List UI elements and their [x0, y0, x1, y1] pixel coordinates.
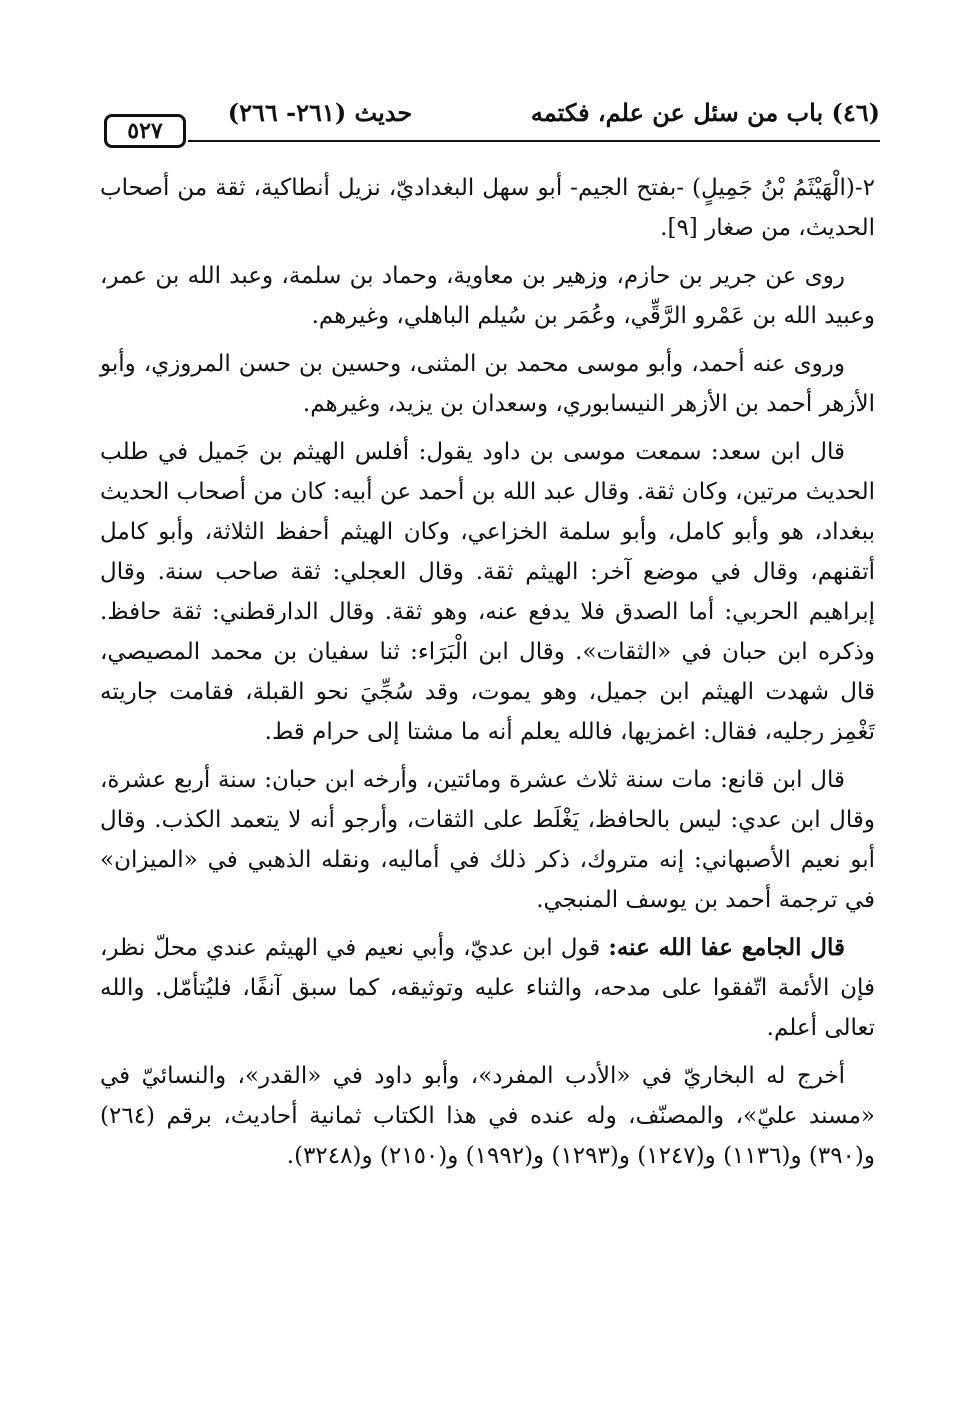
- header-rule: [188, 140, 880, 142]
- chapter-title: (٤٦) باب من سئل عن علم، فكتمه: [530, 98, 880, 127]
- paragraph-references: أخرج له البخاريّ في «الأدب المفرد»، وأبو داود في «القدر»، والنسائيّ في «مسند عليّ»، والمصنّف، وله عنده في هذا الكتاب ثمانية أحاديث، برقم (٢٦٤) و(٣٩٠) و(١١٣٦) و(١٢٤٧) و(١٢٩٣) و(١٩٩٢) و(٢١٥٠) و(٣٢٤٨).: [100, 1063, 875, 1169]
- body-text: [100, 168, 875, 1184]
- page-header: [100, 92, 880, 152]
- paragraph-narrator-name: ٢-(الْهَيْثَمُ بْنُ جَمِيلٍ) -بفتح الجيم- أبو سهل البغداديّ، نزيل أنطاكية، ثقة من أصحاب الحديث، من صغار [٩].: [100, 175, 875, 241]
- compiler-note-text: قول ابن عديّ، وأبي نعيم في الهيثم عندي محلّ نظر، فإن الأئمة اتّفقوا على مدحه، والثناء عليه وتوثيقه، كما سبق آنفًا، فليُتأمّل. والله تعالى أعلم.: [100, 935, 875, 1041]
- paragraph-compiler-note: [100, 928, 875, 1048]
- paragraph-death: قال ابن قانع: مات سنة ثلاث عشرة ومائتين، وأرخه ابن حبان: سنة أربع عشرة، وقال ابن عدي: ليس بالحافظ، يَغْلَط على الثقات، وأرجو أنه لا يتعمد الكذب. وقال أبو نعيم الأصبهاني: إنه متروك، ذكر ذلك في أماليه، ونقله الذهبي في «الميزان» في ترجمة أحمد بن يوسف المنبجي.: [100, 767, 875, 913]
- compiler-note-lead: قال الجامع عفا الله عنه:: [608, 934, 845, 961]
- page-number: ٥٢٧: [104, 114, 186, 148]
- hadith-range: حديث (٢٦١- ٢٦٦): [227, 98, 413, 127]
- paragraph-narrated-from: روى عن جرير بن حازم، وزهير بن معاوية، وحماد بن سلمة، وعبد الله بن عمر، وعبيد الله بن عَمْرو الرَّقِّي، وعُمَر بن سُيلم الباهلي، وغيرهم.: [100, 263, 875, 329]
- paragraph-narrated-by: وروى عنه أحمد، وأبو موسى محمد بن المثنى، وحسين بن حسن المروزي، وأبو الأزهر أحمد بن الأزهر النيسابوري، وسعدان بن يزيد، وغيرهم.: [100, 351, 875, 417]
- paragraph-grading: قال ابن سعد: سمعت موسى بن داود يقول: أفلس الهيثم بن جَميل في طلب الحديث مرتين، وكان ثقة. وقال عبد الله بن أحمد عن أبيه: كان من أصحاب الحديث ببغداد، هو وأبو كامل، وأبو سلمة الخزاعي، وكان الهيثم أحفظ الثلاثة، وأبو كامل أتقنهم، وقال في موضع آخر: الهيثم ثقة. وقال العجلي: ثقة صاحب سنة. وقال إبراهيم الحربي: أما الصدق فلا يدفع عنه، وهو ثقة. وقال الدارقطني: ثقة حافظ. وذكره ابن حبان في «الثقات». وقال ابن الْبَرَاء: ثنا سفيان بن محمد المصيصي، قال شهدت الهيثم ابن جميل، وهو يموت، وقد سُجِّيَ نحو القبلة، فقامت جاريته تَغْمِز رجليه، فقال: اغمزيها، فالله يعلم أنه ما مشتا إلى حرام قط.: [100, 439, 875, 745]
